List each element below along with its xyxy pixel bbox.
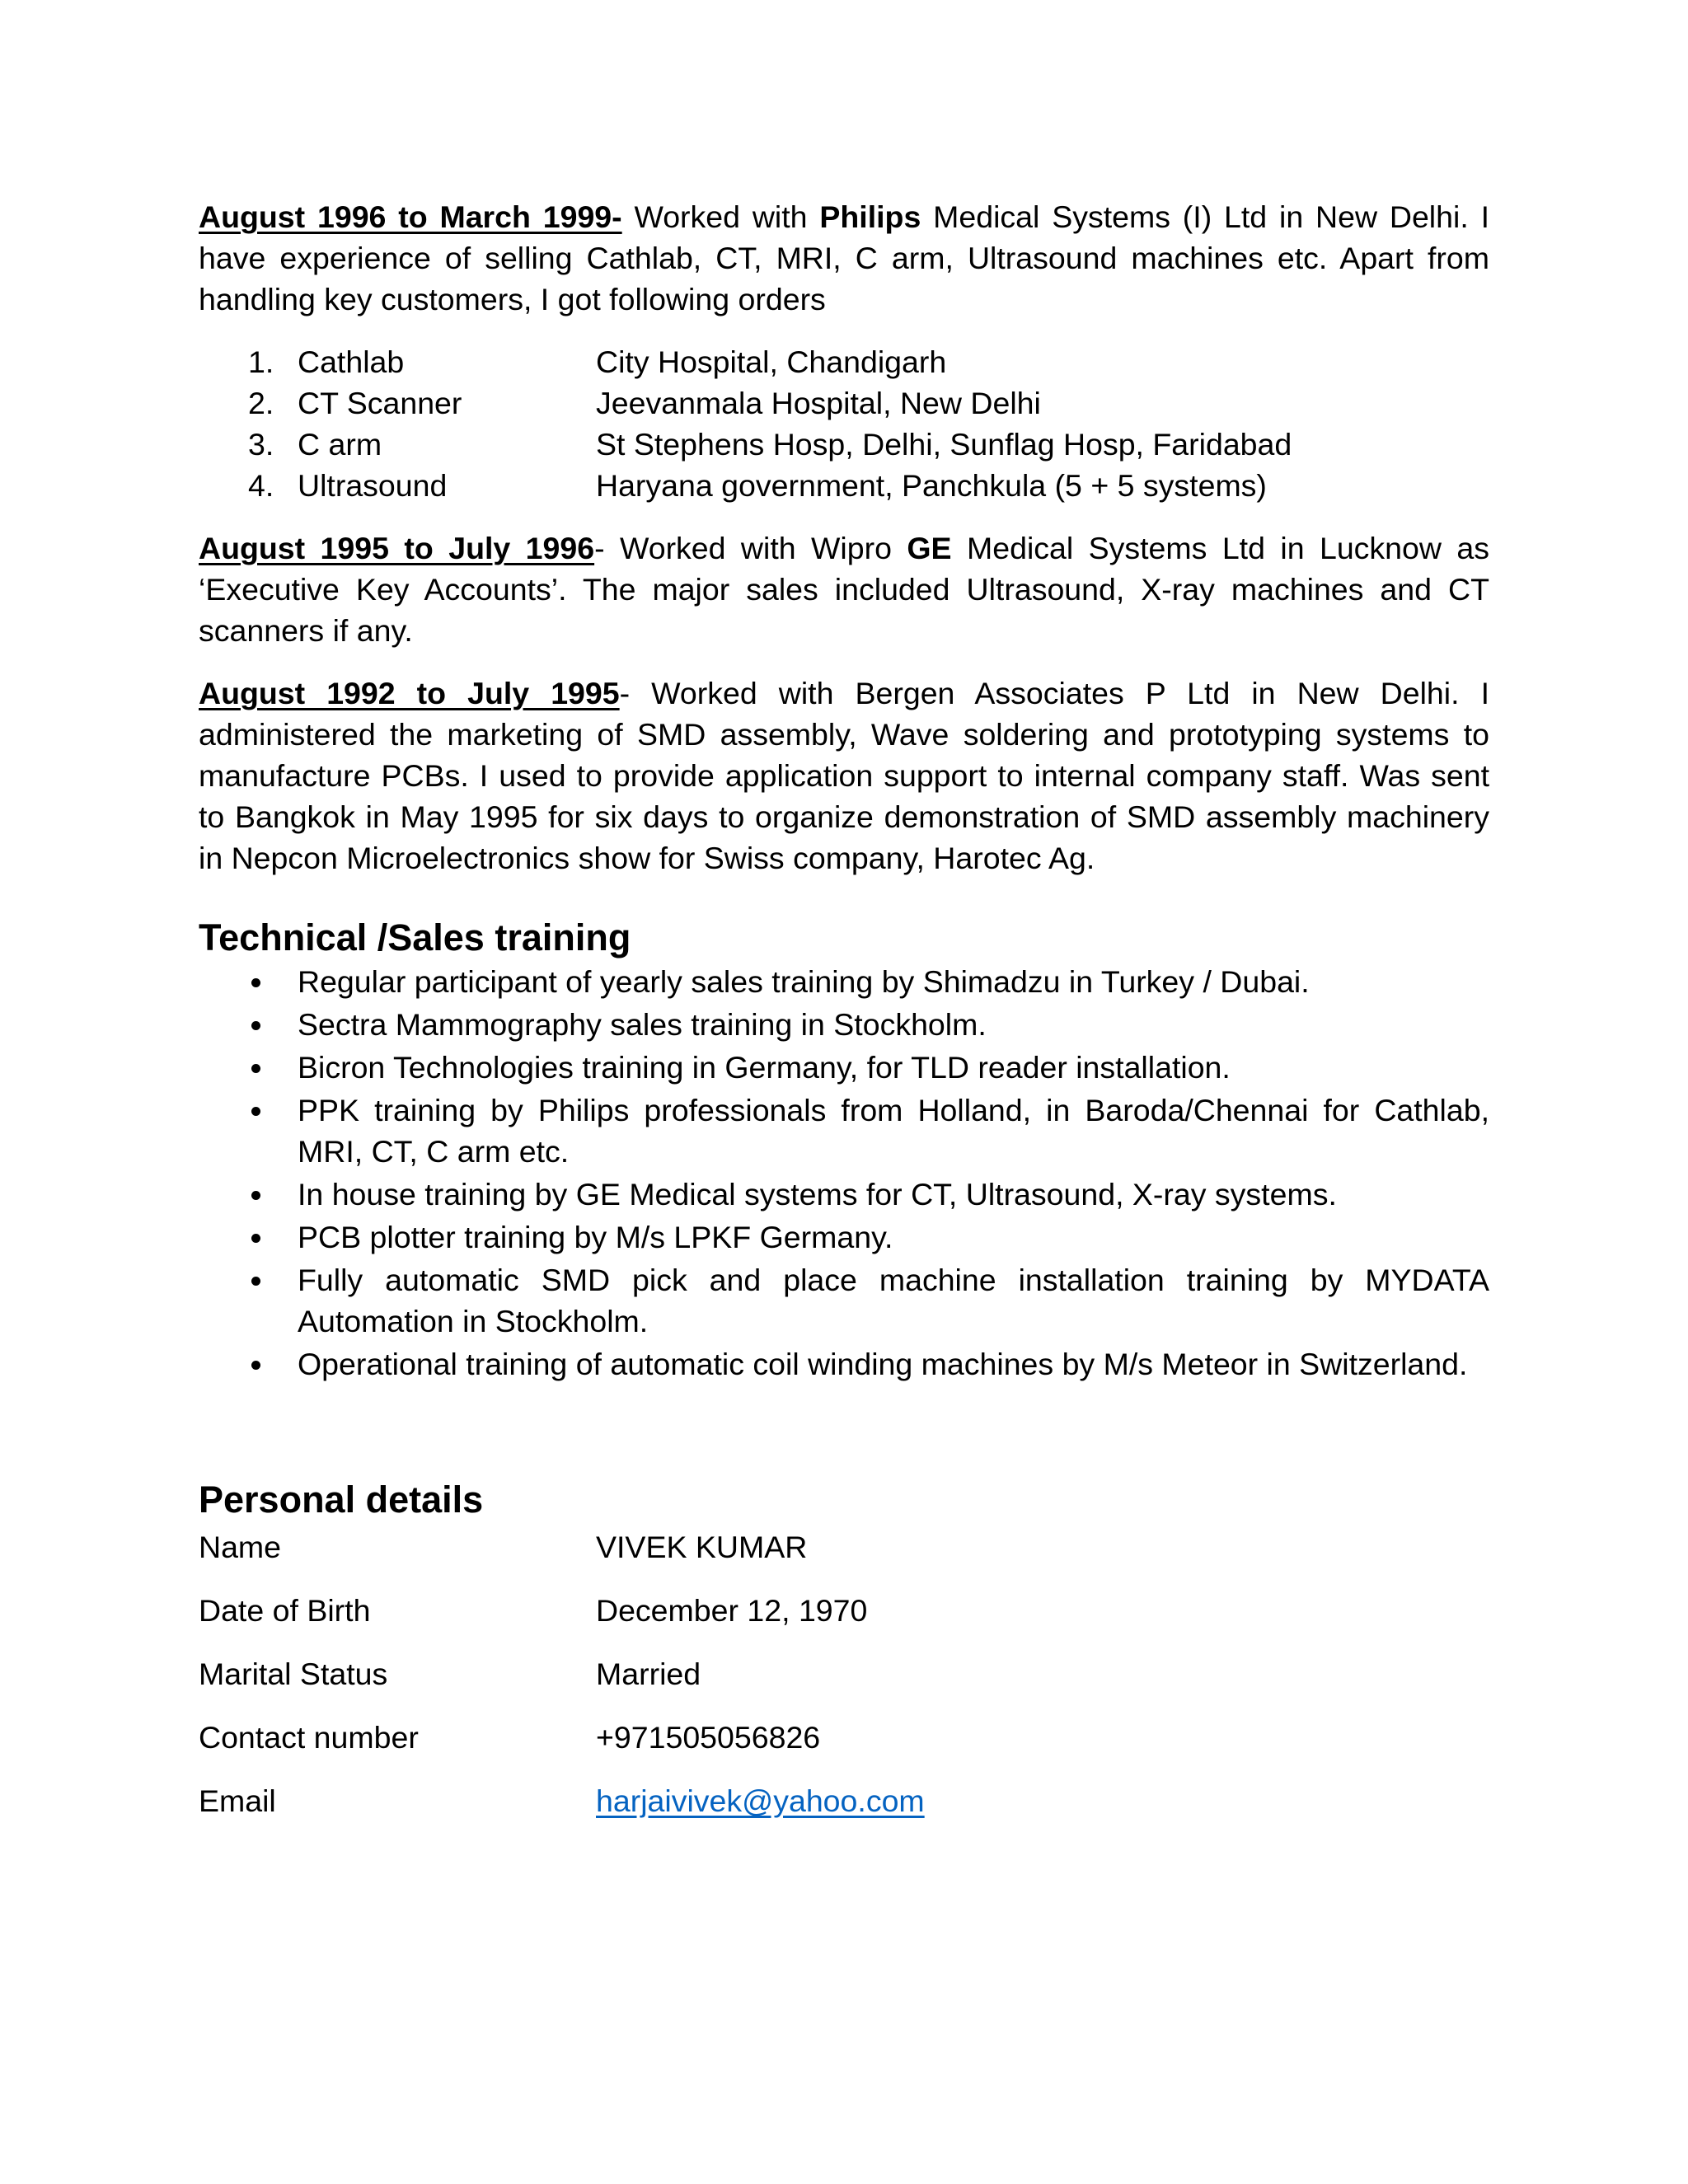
personal-heading: Personal details <box>199 1479 484 1521</box>
detail-row-email <box>199 1780 1489 1844</box>
order-row <box>199 382 1489 424</box>
order-number: 1. <box>248 344 274 379</box>
email-link[interactable]: harjaivivek@yahoo.com <box>596 1783 925 1818</box>
bullet-icon <box>251 1234 260 1243</box>
detail-row-name <box>199 1526 1489 1590</box>
experience-philips <box>199 196 1489 320</box>
list-item: Sectra Mammography sales training in Stockholm. <box>199 1004 1489 1045</box>
bullet-icon <box>251 1361 260 1370</box>
orders-list <box>199 341 1489 506</box>
order-row <box>199 341 1489 382</box>
exp-text: Worked with <box>621 199 820 234</box>
detail-label: Contact number <box>199 1720 419 1755</box>
order-item: C arm <box>298 427 382 462</box>
detail-label: Marital Status <box>199 1657 388 1691</box>
experience-wipro-ge <box>199 527 1489 651</box>
order-place: City Hospital, Chandigarh <box>596 344 947 379</box>
list-item: Fully automatic SMD pick and place machine installation training by MYDATA Automation in Stockholm. <box>199 1259 1489 1342</box>
detail-value: VIVEK KUMAR <box>596 1530 808 1564</box>
bullet-icon <box>251 1064 260 1073</box>
list-item: PPK training by Philips professionals from Holland, in Baroda/Chennai for Cathlab, MRI, CT, C arm etc. <box>199 1090 1489 1172</box>
bullet-icon <box>251 1191 260 1200</box>
detail-label: Date of Birth <box>199 1593 371 1628</box>
bullet-icon <box>251 1277 260 1286</box>
list-item: Bicron Technologies training in Germany, for TLD reader installation. <box>199 1047 1489 1088</box>
detail-row-contact <box>199 1717 1489 1780</box>
list-item: Regular participant of yearly sales training by Shimadzu in Turkey / Dubai. <box>199 961 1489 1002</box>
bullet-icon <box>251 1021 260 1030</box>
detail-row-dob <box>199 1590 1489 1653</box>
training-list <box>199 961 1489 1385</box>
exp-text: Medical Systems Ltd in Lucknow as ‘Executive Key Accounts’. The major sales included Ultrasound, X-ray machines and CT scanners if any. <box>199 531 1489 648</box>
order-item: Ultrasound <box>298 468 448 503</box>
training-heading: Technical /Sales training <box>199 916 631 958</box>
order-place: Jeevanmala Hospital, New Delhi <box>596 386 1041 420</box>
bullet-icon <box>251 1107 260 1116</box>
detail-row-marital <box>199 1653 1489 1717</box>
period-philips: August 1996 to March 1999- <box>199 199 622 234</box>
exp-text: - Worked with Bergen Associates P Ltd in New Delhi. I administered the marketing of SMD assembly, Wave soldering and prototyping systems to manufacture PCBs. I used to provide application support to internal company staff. Was sent to Bangkok in May 1995 for six days to organize demonstration of SMD assembly machinery in Nepcon Microelectronics show for Swiss company, Harotec Ag. <box>199 676 1489 875</box>
order-item: Cathlab <box>298 344 405 379</box>
resume-content <box>199 196 1489 1844</box>
list-item: PCB plotter training by M/s LPKF Germany. <box>199 1216 1489 1258</box>
order-place: Haryana government, Panchkula (5 + 5 systems) <box>596 468 1267 503</box>
detail-label: Name <box>199 1530 282 1564</box>
personal-details <box>199 1526 1489 1844</box>
period-wipro-ge: August 1995 to July 1996 <box>199 531 595 565</box>
detail-label: Email <box>199 1783 276 1818</box>
company-ge: GE <box>907 531 952 565</box>
exp-text: Medical Systems (I) Ltd in New Delhi. I have experience of selling Cathlab, CT, MRI, C arm, Ultrasound machines etc. Apart from handling key customers, I got following orders <box>199 199 1489 316</box>
order-item: CT Scanner <box>298 386 462 420</box>
detail-value: December 12, 1970 <box>596 1593 868 1628</box>
detail-value: +971505056826 <box>596 1720 821 1755</box>
period-bergen: August 1992 to July 1995 <box>199 676 620 710</box>
order-row <box>199 465 1489 506</box>
order-number: 4. <box>248 468 274 503</box>
list-item: Operational training of automatic coil winding machines by M/s Meteor in Switzerland. <box>199 1343 1489 1385</box>
exp-text: - Worked with Wipro <box>594 531 907 565</box>
experience-bergen <box>199 673 1489 879</box>
order-number: 2. <box>248 386 274 420</box>
company-philips: Philips <box>819 199 921 234</box>
order-row <box>199 424 1489 465</box>
detail-value: Married <box>596 1657 701 1691</box>
list-item: In house training by GE Medical systems for CT, Ultrasound, X-ray systems. <box>199 1174 1489 1215</box>
order-place: St Stephens Hosp, Delhi, Sunflag Hosp, Faridabad <box>596 427 1292 462</box>
order-number: 3. <box>248 427 274 462</box>
bullet-icon <box>251 978 260 987</box>
